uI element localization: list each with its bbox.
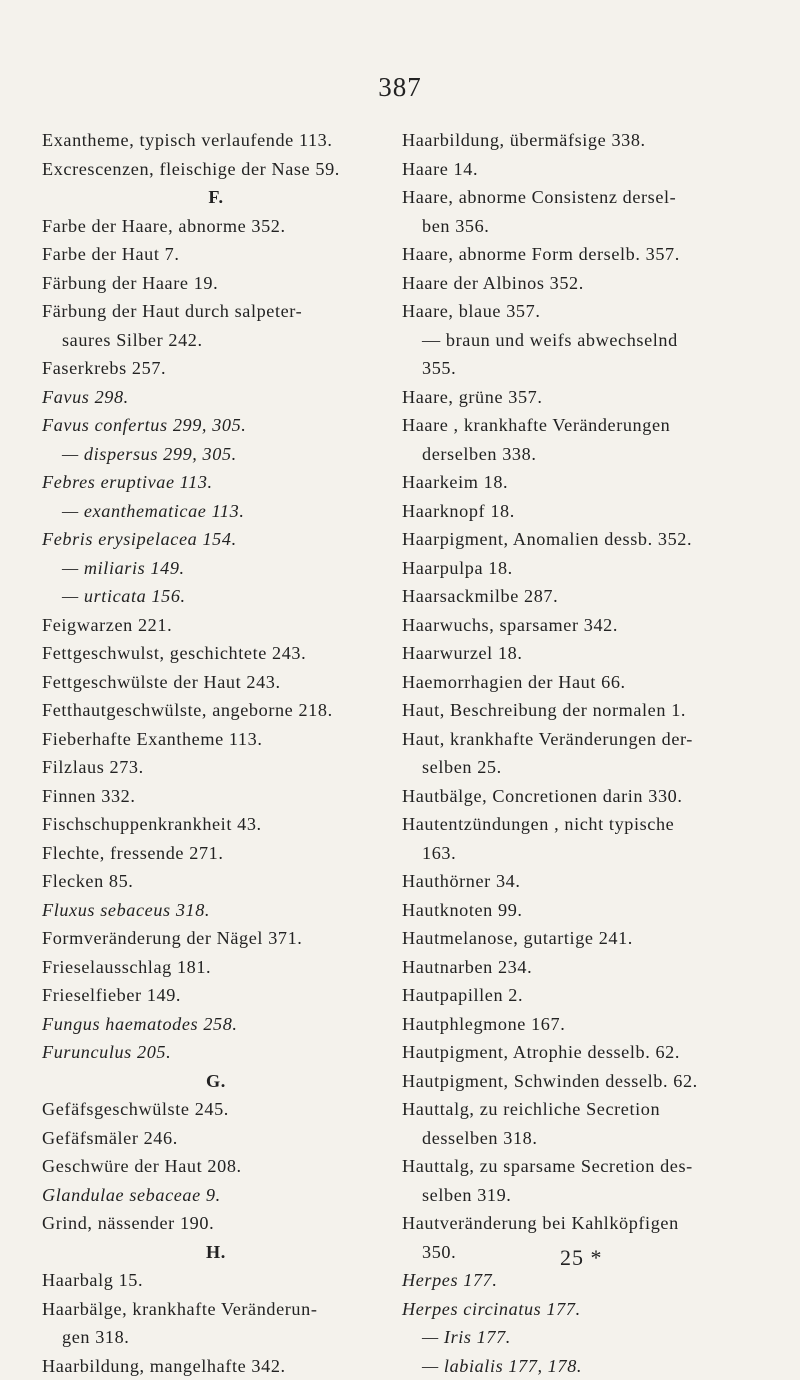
index-entry: Formveränderung der Nägel 371. bbox=[42, 924, 390, 953]
index-entry: Haarsackmilbe 287. bbox=[402, 582, 774, 611]
index-entry: Frieselausschlag 181. bbox=[42, 953, 390, 982]
section-letter: H. bbox=[42, 1238, 390, 1267]
printer-signature: 25 * bbox=[560, 1245, 603, 1271]
index-entry: Fluxus sebaceus 318. bbox=[42, 896, 390, 925]
index-entry: Exantheme, typisch verlaufende 113. bbox=[42, 126, 390, 155]
index-entry: Hautpapillen 2. bbox=[402, 981, 774, 1010]
index-entry: Feigwarzen 221. bbox=[42, 611, 390, 640]
index-entry: Hautpigment, Schwinden desselb. 62. bbox=[402, 1067, 774, 1096]
index-entry: Färbung der Haut durch salpeter- bbox=[42, 297, 390, 326]
index-entry: Fetthautgeschwülste, angeborne 218. bbox=[42, 696, 390, 725]
index-entry: Filzlaus 273. bbox=[42, 753, 390, 782]
index-entry: Haare , krankhafte Veränderungen bbox=[402, 411, 774, 440]
index-entry: Febres eruptivae 113. bbox=[42, 468, 390, 497]
index-entry: 355. bbox=[402, 354, 774, 383]
index-entry: gen 318. bbox=[42, 1323, 390, 1352]
index-entry: desselben 318. bbox=[402, 1124, 774, 1153]
index-entry: Fettgeschwulst, geschichtete 243. bbox=[42, 639, 390, 668]
index-entry: Gefäfsgeschwülste 245. bbox=[42, 1095, 390, 1124]
index-entry: Haarwurzel 18. bbox=[402, 639, 774, 668]
index-entry: Herpes 177. bbox=[402, 1266, 774, 1295]
index-entry: Hauthörner 34. bbox=[402, 867, 774, 896]
index-entry: Favus confertus 299, 305. bbox=[42, 411, 390, 440]
index-entry: Frieselfieber 149. bbox=[42, 981, 390, 1010]
index-entry: Haare, grüne 357. bbox=[402, 383, 774, 412]
index-entry: Excrescenzen, fleischige der Nase 59. bbox=[42, 155, 390, 184]
index-entry: Farbe der Haare, abnorme 352. bbox=[42, 212, 390, 241]
index-column-left bbox=[42, 126, 390, 1380]
index-column-right bbox=[402, 126, 774, 1380]
index-entry: Hauttalg, zu reichliche Secretion bbox=[402, 1095, 774, 1124]
index-entry: Haarbalg 15. bbox=[42, 1266, 390, 1295]
page-number: 387 bbox=[0, 72, 800, 103]
index-entry: ben 356. bbox=[402, 212, 774, 241]
index-entry: Haut, krankhafte Veränderungen der- bbox=[402, 725, 774, 754]
index-entry: — exanthematicae 113. bbox=[42, 497, 390, 526]
index-entry: Fischschuppenkrankheit 43. bbox=[42, 810, 390, 839]
index-entry: Haarpulpa 18. bbox=[402, 554, 774, 583]
index-entry: Gefäfsmäler 246. bbox=[42, 1124, 390, 1153]
index-entry: Haarpigment, Anomalien dessb. 352. bbox=[402, 525, 774, 554]
index-entry: Hautphlegmone 167. bbox=[402, 1010, 774, 1039]
index-entry: selben 25. bbox=[402, 753, 774, 782]
index-entry: Haut, Beschreibung der normalen 1. bbox=[402, 696, 774, 725]
index-entry: Haare, blaue 357. bbox=[402, 297, 774, 326]
index-entry: Favus 298. bbox=[42, 383, 390, 412]
index-entry: saures Silber 242. bbox=[42, 326, 390, 355]
index-entry: Haarbildung, übermäfsige 338. bbox=[402, 126, 774, 155]
index-entry: Hautbälge, Concretionen darin 330. bbox=[402, 782, 774, 811]
index-entry: — urticata 156. bbox=[42, 582, 390, 611]
index-entry: — braun und weifs abwechselnd bbox=[402, 326, 774, 355]
index-entry: Fungus haematodes 258. bbox=[42, 1010, 390, 1039]
index-entry: 163. bbox=[402, 839, 774, 868]
index-entry: Grind, nässender 190. bbox=[42, 1209, 390, 1238]
index-entry: Faserkrebs 257. bbox=[42, 354, 390, 383]
index-entry: Hautmelanose, gutartige 241. bbox=[402, 924, 774, 953]
index-entry: Finnen 332. bbox=[42, 782, 390, 811]
index-entry: Hautveränderung bei Kahlköpfigen bbox=[402, 1209, 774, 1238]
index-entry: Haarkeim 18. bbox=[402, 468, 774, 497]
index-entry: — dispersus 299, 305. bbox=[42, 440, 390, 469]
index-entry: Haare 14. bbox=[402, 155, 774, 184]
index-entry: Hautknoten 99. bbox=[402, 896, 774, 925]
index-entry: Fieberhafte Exantheme 113. bbox=[42, 725, 390, 754]
index-entry: Furunculus 205. bbox=[42, 1038, 390, 1067]
index-entry: Glandulae sebaceae 9. bbox=[42, 1181, 390, 1210]
index-entry: — miliaris 149. bbox=[42, 554, 390, 583]
index-entry: Haarbildung, mangelhafte 342. bbox=[42, 1352, 390, 1380]
index-entry: selben 319. bbox=[402, 1181, 774, 1210]
index-entry: Haemorrhagien der Haut 66. bbox=[402, 668, 774, 697]
index-entry: Haarbälge, krankhafte Veränderun- bbox=[42, 1295, 390, 1324]
index-entry: Farbe der Haut 7. bbox=[42, 240, 390, 269]
index-entry: Haare, abnorme Form derselb. 357. bbox=[402, 240, 774, 269]
index-entry: Haarwuchs, sparsamer 342. bbox=[402, 611, 774, 640]
section-letter: G. bbox=[42, 1067, 390, 1096]
index-entry: Hautentzündungen , nicht typische bbox=[402, 810, 774, 839]
index-entry: Haare, abnorme Consistenz dersel- bbox=[402, 183, 774, 212]
index-entry: Fettgeschwülste der Haut 243. bbox=[42, 668, 390, 697]
index-entry: Hautpigment, Atrophie desselb. 62. bbox=[402, 1038, 774, 1067]
index-entry: derselben 338. bbox=[402, 440, 774, 469]
index-entry: — labialis 177, 178. bbox=[402, 1352, 774, 1380]
index-entry: Haare der Albinos 352. bbox=[402, 269, 774, 298]
index-entry: Herpes circinatus 177. bbox=[402, 1295, 774, 1324]
index-entry: Färbung der Haare 19. bbox=[42, 269, 390, 298]
index-entry: 350. bbox=[402, 1238, 774, 1267]
index-entry: Febris erysipelacea 154. bbox=[42, 525, 390, 554]
index-entry: — Iris 177. bbox=[402, 1323, 774, 1352]
index-entry: Geschwüre der Haut 208. bbox=[42, 1152, 390, 1181]
index-entry: Hauttalg, zu sparsame Secretion des- bbox=[402, 1152, 774, 1181]
section-letter: F. bbox=[42, 183, 390, 212]
index-entry: Flechte, fressende 271. bbox=[42, 839, 390, 868]
index-entry: Flecken 85. bbox=[42, 867, 390, 896]
index-entry: Hautnarben 234. bbox=[402, 953, 774, 982]
index-entry: Haarknopf 18. bbox=[402, 497, 774, 526]
